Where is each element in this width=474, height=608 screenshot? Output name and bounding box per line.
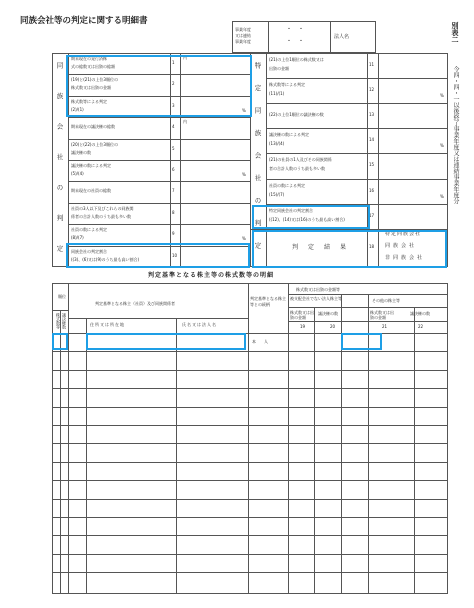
group-a-label: 被支配会社でない法人株主等	[290, 296, 342, 301]
col-21-label: 株式数又は出資の金額	[370, 310, 394, 320]
right-row-no: 15	[369, 162, 375, 168]
left-row-text: 株式数又は出資の金額	[71, 85, 111, 91]
left-row-input[interactable]	[181, 140, 249, 159]
col-22-no: 22	[418, 324, 424, 329]
detail-title: 判定基準となる株主等の株式数等の明細	[148, 272, 275, 279]
right-row-no: 12	[369, 87, 375, 93]
left-row-text: 議決権の数	[71, 149, 91, 155]
left-row-text: 社員の数による判定	[71, 227, 107, 233]
left-row-prefix: 内	[183, 55, 187, 60]
right-row-text: (22)の上位1順位の議決権の数	[269, 112, 324, 118]
relation-label: 判定基準となる株主等との続柄	[250, 296, 286, 307]
right-row-input[interactable]	[379, 104, 447, 127]
right-row-text: (21)の上位1順位の株式数又は	[269, 57, 324, 62]
highlight-row-10	[66, 243, 250, 268]
left-row-no: 7	[172, 188, 175, 194]
right-row-input[interactable]	[379, 180, 447, 203]
col-19-no: 19	[300, 324, 306, 329]
side-note: 令四・四・一以後終了事業年度又は連結事業年度分	[452, 66, 459, 204]
highlight-holder-cell	[86, 333, 246, 350]
left-row-input[interactable]	[181, 161, 249, 180]
right-row-text: 出資の金額	[269, 66, 289, 71]
left-row-input[interactable]	[181, 182, 249, 201]
period-end-dots: ・ ・	[286, 38, 305, 45]
right-row-input[interactable]	[379, 54, 447, 77]
left-group-label: 同族会社の判定	[55, 62, 64, 276]
left-row-prefix: 内	[183, 119, 187, 125]
address-label: 住所又は所在地	[90, 322, 125, 327]
detail-col-line	[414, 307, 415, 594]
detail-col-line	[60, 310, 61, 594]
detail-col-line	[314, 307, 315, 594]
left-row-text: 期末現在の社員の総数	[71, 188, 111, 194]
left-row-no: 6	[172, 167, 175, 172]
count-header: 株式数又は出資の金額等	[296, 287, 340, 292]
left-row-text: 期末現在の発行済株	[71, 56, 107, 61]
highlight-row-17	[252, 205, 370, 229]
right-row-no: 14	[369, 137, 375, 143]
right-row-no: 17	[369, 212, 375, 218]
right-row-text: 特定同族会社の判定割合	[269, 207, 313, 213]
group-b-label: その他の株主等	[372, 298, 400, 303]
result-option-2[interactable]: 同族会社	[385, 243, 418, 249]
left-row-input[interactable]	[181, 204, 249, 223]
rank-stock-label: 株式数等	[56, 313, 61, 329]
highlight-rank-cell	[52, 333, 68, 350]
left-row-text: (20)と(22)の上位3順位の	[71, 141, 118, 147]
right-row-no: 11	[369, 62, 375, 67]
self-label: 本人	[252, 339, 276, 344]
right-row-input[interactable]	[379, 79, 447, 102]
right-row-no: 16	[369, 187, 375, 193]
left-row-text: (5)/(4)	[71, 171, 84, 176]
period-label-3: 事業年度	[235, 39, 251, 44]
detail-col-line	[68, 283, 69, 594]
form-title: 同族会社等の判定に関する明細書	[20, 16, 148, 26]
corp-name-label: 法人名	[334, 34, 350, 40]
left-row-text: 係者の合計人数のうち最も多い数	[71, 213, 131, 219]
rank-label: 順位	[58, 294, 66, 299]
detail-col-line	[86, 318, 87, 594]
left-row-text: 株式数等による判定	[71, 98, 107, 104]
left-row-no: 9	[172, 231, 175, 237]
left-row-text: 期末現在の議決権の総数	[71, 124, 115, 130]
result-option-3[interactable]: 非同族会社	[385, 255, 426, 261]
col-19-label: 株式数又は出資の金額	[290, 310, 314, 320]
right-row-unit: %	[440, 143, 444, 149]
left-row-no: 5	[172, 145, 175, 151]
right-row-text: ((12)、(14)又は(16)のうち最も高い割合)	[269, 216, 345, 222]
left-row-no: 10	[172, 252, 178, 258]
left-row-text: (2)/(1)	[71, 106, 84, 112]
period-label-1: 事業年度	[235, 27, 251, 32]
detail-col-line	[288, 283, 289, 594]
name-label: 氏名又は法人名	[182, 322, 217, 327]
right-row-text: (11)/(1)	[269, 91, 285, 97]
left-row-no: 4	[172, 124, 175, 130]
left-row-text: 式の総数又は出資の総額	[71, 64, 115, 69]
table-row	[52, 407, 448, 408]
left-row-unit: %	[242, 107, 246, 113]
col-22-label: 議決権の数	[410, 311, 430, 316]
right-row-input[interactable]	[379, 205, 447, 228]
table-row	[52, 462, 448, 463]
result-option-1[interactable]: 特定同族会社	[385, 231, 422, 237]
table-row	[52, 443, 448, 444]
right-row-text: (21)の社員の1人及びその同族関係	[269, 157, 332, 163]
detail-table	[52, 283, 448, 594]
col-20-label: 議決権の数	[318, 311, 338, 316]
col-21-no: 21	[382, 324, 388, 329]
left-row-no: 1	[172, 60, 175, 65]
result-label: 判定結果	[292, 244, 357, 251]
period-start-dots: ・ ・	[286, 26, 305, 33]
form-number: 別表二	[451, 22, 459, 43]
left-row-unit: %	[242, 172, 246, 177]
right-group-label: 特定同族会社の判定	[253, 62, 262, 265]
detail-col-line	[248, 283, 249, 594]
table-row	[52, 535, 448, 536]
right-row-text: (15)/(7)	[269, 191, 285, 197]
right-row-text: (13)/(4)	[269, 141, 285, 147]
left-row-text: 社員の3人以下及びこれらの同族関	[71, 205, 134, 211]
left-row-text: 議決権の数による判定	[71, 163, 111, 168]
left-row-no: 2	[172, 81, 175, 87]
detail-header-line	[68, 318, 248, 319]
left-row-no: 3	[172, 102, 175, 108]
right-row-unit: %	[440, 93, 444, 99]
right-row-text: 議決権の数による判定	[269, 132, 309, 138]
col-20-no: 20	[330, 324, 336, 329]
right-row-input[interactable]	[379, 154, 447, 177]
left-row-no: 8	[172, 209, 175, 215]
period-label-2: 又は連結	[235, 33, 251, 38]
table-row	[52, 572, 448, 573]
left-row-text: (19)と(21)の上位3順位の	[71, 77, 118, 83]
table-row	[52, 554, 448, 555]
table-row	[52, 517, 448, 518]
right-row-unit: %	[440, 193, 444, 199]
highlight-rows-1-3	[66, 55, 252, 117]
left-row-input[interactable]	[181, 225, 249, 244]
rank-vote-label: 議決権数	[62, 313, 67, 329]
holder-label: 判定基準となる株主（社員）及び同族関係者	[95, 301, 175, 306]
left-row-text: 同族会社の判定割合	[71, 248, 107, 254]
table-row	[52, 499, 448, 500]
left-row-input[interactable]	[181, 118, 249, 137]
table-row	[52, 351, 448, 352]
table-row	[52, 425, 448, 426]
right-row-input[interactable]	[379, 129, 447, 152]
result-no: 18	[369, 244, 375, 249]
table-row	[52, 480, 448, 481]
highlight-result	[252, 230, 447, 268]
left-row-text: (8)/(7)	[71, 235, 84, 241]
left-row-unit: %	[242, 236, 246, 242]
highlight-col-21-cell	[341, 333, 382, 350]
detail-col-line	[176, 318, 177, 594]
header-info-box	[232, 21, 376, 53]
right-row-no: 13	[369, 112, 375, 118]
right-row-text: 株式数等による判定	[269, 82, 305, 88]
table-row	[52, 370, 448, 371]
left-row-text: ((3)、(6)又は(9)のうち最も高い割合)	[71, 256, 140, 262]
table-row	[52, 388, 448, 389]
right-row-text: 者の合計人数のうち最も多い数	[269, 166, 325, 172]
right-row-text: 社員の数による判定	[269, 182, 305, 188]
